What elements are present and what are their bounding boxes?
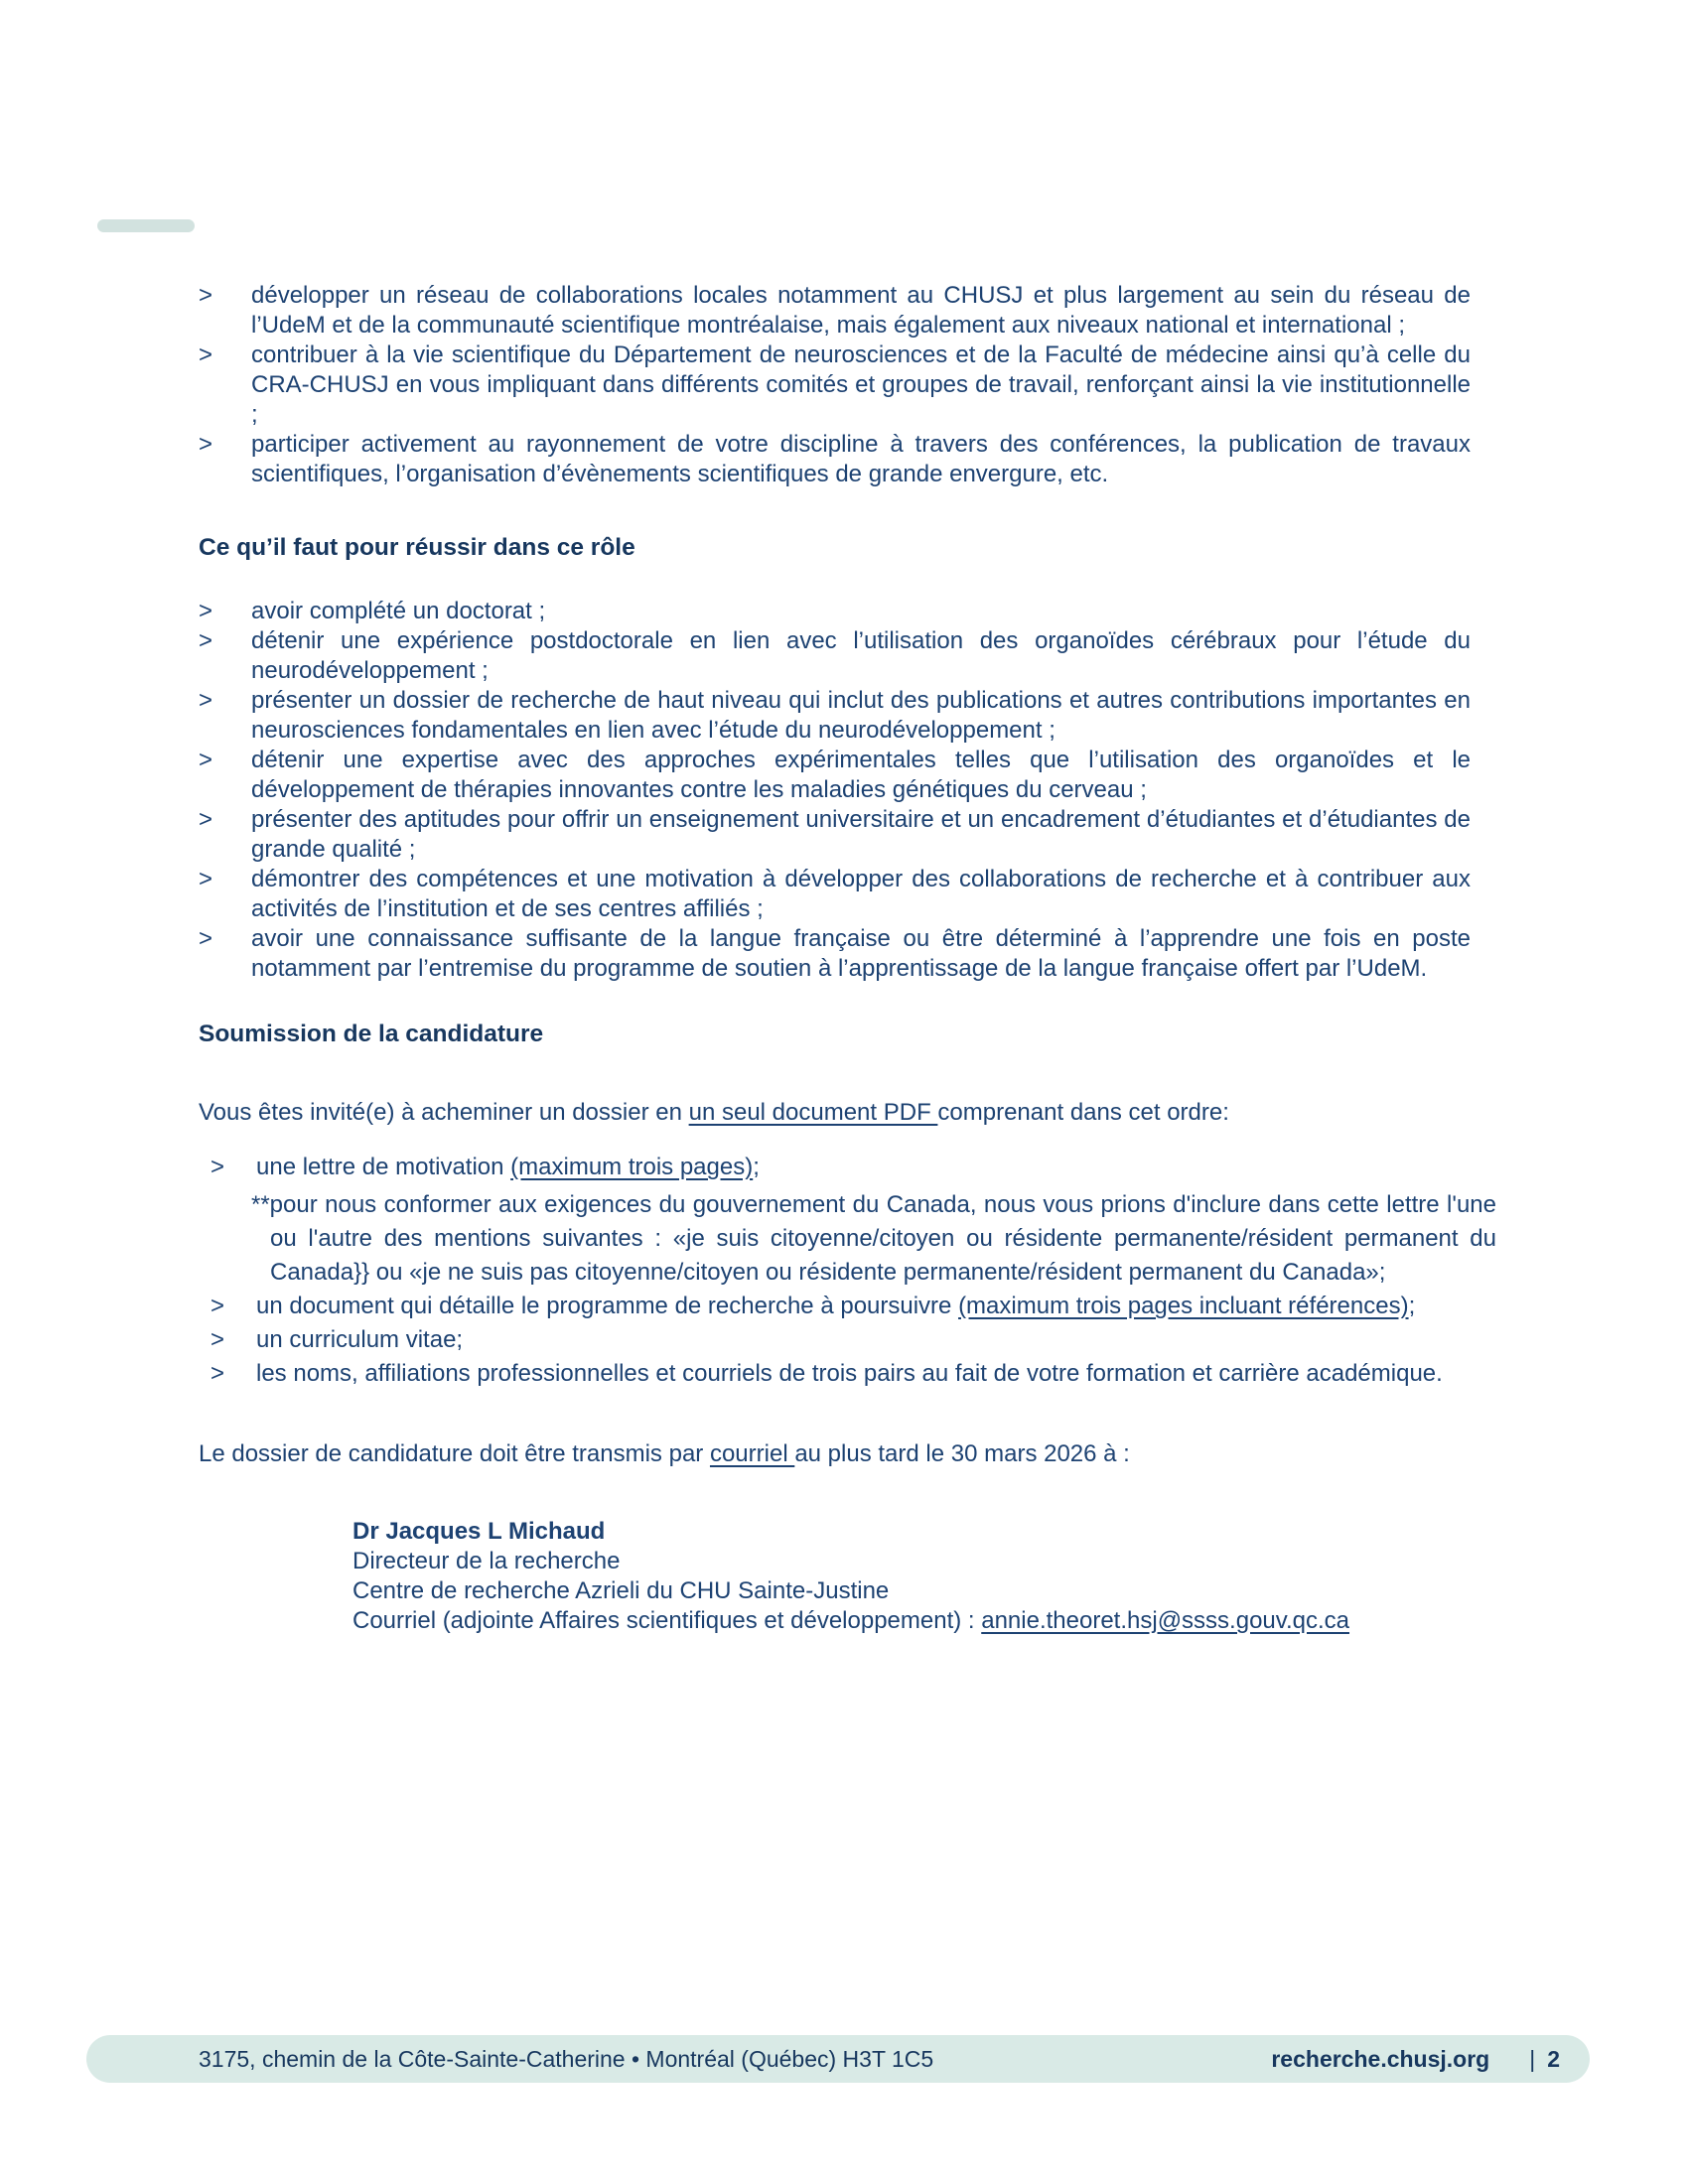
bullet-text: avoir une connaissance suffisante de la langue française ou être déterminé à l’apprendre une fois en poste notamment par l’entremise du programme de soutien à l’apprentissage de la langue française offert par l’UdeM. (251, 925, 1471, 982)
responsibilities-list (199, 281, 1471, 489)
section-heading-submission: Soumission de la candidature (199, 1021, 544, 1047)
bullet-text: un curriculum vitae; (256, 1326, 464, 1353)
list-item (199, 686, 1471, 746)
footer-right-group (1271, 2046, 1560, 2073)
deadline-text: Le dossier de candidature doit être transmis par courriel au plus tard le 30 mars 2026 à : (199, 1440, 1130, 1467)
bullet-text: un document qui détaille le programme de recherche à poursuivre (maximum trois pages incluant références); (256, 1293, 1416, 1319)
bullet-text: une lettre de motivation (maximum trois pages); (256, 1154, 760, 1180)
bullet-text: développer un réseau de collaborations locales notamment au CHUSJ et plus largement au sein du réseau de l’UdeM et de la communauté scientifique montréalaise, mais également aux niveaux national et international ; (251, 282, 1471, 339)
list-item (199, 805, 1471, 865)
list-item (199, 746, 1471, 805)
email-link[interactable]: annie.theoret.hsj@ssss.gouv.qc.ca (981, 1607, 1350, 1634)
contact-block (352, 1517, 1349, 1636)
submission-intro-text: Vous êtes invité(e) à acheminer un dossier en un seul document PDF comprenant dans cet ordre: (199, 1099, 1229, 1126)
footer-address: 3175, chemin de la Côte-Sainte-Catherine • Montréal (Québec) H3T 1C5 (199, 2045, 934, 2072)
list-item (211, 1323, 1496, 1357)
bullet-icon: > (199, 925, 213, 952)
list-item (199, 430, 1471, 489)
list-item (199, 865, 1471, 924)
bullet-icon: > (199, 687, 213, 714)
bullet-icon: > (199, 282, 213, 309)
bullet-icon: > (211, 1154, 225, 1180)
list-item (199, 924, 1471, 984)
section-heading-role: Ce qu’il faut pour réussir dans ce rôle (199, 534, 635, 561)
bullet-text: contribuer à la vie scientifique du Département de neurosciences et de la Faculté de médecine ainsi qu’à celle du CRA-CHUSJ en vous impliquant dans différents comités et groupes de travail, renforçant ainsi la vie institutionnelle ; (251, 341, 1471, 428)
bullet-icon: > (199, 806, 213, 833)
bullet-text: détenir une expertise avec des approches expérimentales telles que l’utilisation des organoïdes et le développement de thérapies innovantes contre les maladies génétiques du cerveau ; (251, 747, 1471, 803)
list-item (211, 1357, 1496, 1391)
list-item (199, 341, 1471, 430)
footer-page-number: 2 (1547, 2045, 1560, 2072)
accent-bar (97, 219, 195, 232)
list-item (199, 597, 1471, 626)
bullet-icon: > (199, 431, 213, 458)
footer-bar (86, 2035, 1590, 2083)
contact-organization: Centre de recherche Azrieli du CHU Sainte-Justine (352, 1577, 890, 1604)
bullet-text: les noms, affiliations professionnelles et courriels de trois pairs au fait de votre formation et carrière académique. (256, 1360, 1443, 1387)
bullet-icon: > (199, 341, 213, 368)
bullet-icon: > (199, 747, 213, 773)
contact-name: Dr Jacques L Michaud (352, 1518, 606, 1545)
bullet-text: présenter un dossier de recherche de haut niveau qui inclut des publications et autres contributions importantes en neurosciences fondamentales en lien avec l’étude du neurodéveloppement ; (251, 687, 1471, 744)
contact-email-label: Courriel (adjointe Affaires scientifiques et développement) : (352, 1607, 982, 1634)
list-item (199, 281, 1471, 341)
footer-website: recherche.chusj.org (1271, 2045, 1490, 2072)
bullet-icon: > (199, 866, 213, 892)
bullet-icon: > (211, 1360, 225, 1387)
citizenship-note-text: **pour nous conformer aux exigences du gouvernement du Canada, nous vous prions d'inclure dans cette lettre l'une ou l'autre des mentions suivantes : «je suis citoyenne/citoyen ou résidente permanente/résident permanent du Canada}} ou «je ne suis pas citoyenne/citoyen ou résidente permanente/résident permanent du Canada»; (251, 1191, 1496, 1286)
bullet-icon: > (211, 1293, 225, 1319)
bullet-text: détenir une expérience postdoctorale en lien avec l’utilisation des organoïdes cérébraux pour l’étude du neurodéveloppement ; (251, 627, 1471, 684)
requirements-list (199, 597, 1471, 984)
bullet-text: présenter des aptitudes pour offrir un enseignement universitaire et un encadrement d’étudiantes et d’étudiantes de grande qualité ; (251, 806, 1471, 863)
list-item (211, 1153, 1496, 1182)
bullet-text: démontrer des compétences et une motivation à développer des collaborations de recherche et à contribuer aux activités de l’institution et de ses centres affiliés ; (251, 866, 1471, 922)
bullet-text: avoir complété un doctorat ; (251, 598, 546, 624)
contact-title: Directeur de la recherche (352, 1548, 621, 1574)
footer-separator: | (1529, 2045, 1536, 2072)
bullet-text: participer activement au rayonnement de votre discipline à travers des conférences, la publication de travaux scientifiques, l’organisation d’évènements scientifiques de grande envergure, etc. (251, 431, 1471, 487)
list-item (211, 1290, 1496, 1323)
contact-email-line (352, 1606, 1349, 1636)
bullet-icon: > (199, 598, 213, 624)
submission-items-list (211, 1153, 1496, 1391)
bullet-icon: > (211, 1326, 225, 1353)
list-item (199, 626, 1471, 686)
bullet-icon: > (199, 627, 213, 654)
